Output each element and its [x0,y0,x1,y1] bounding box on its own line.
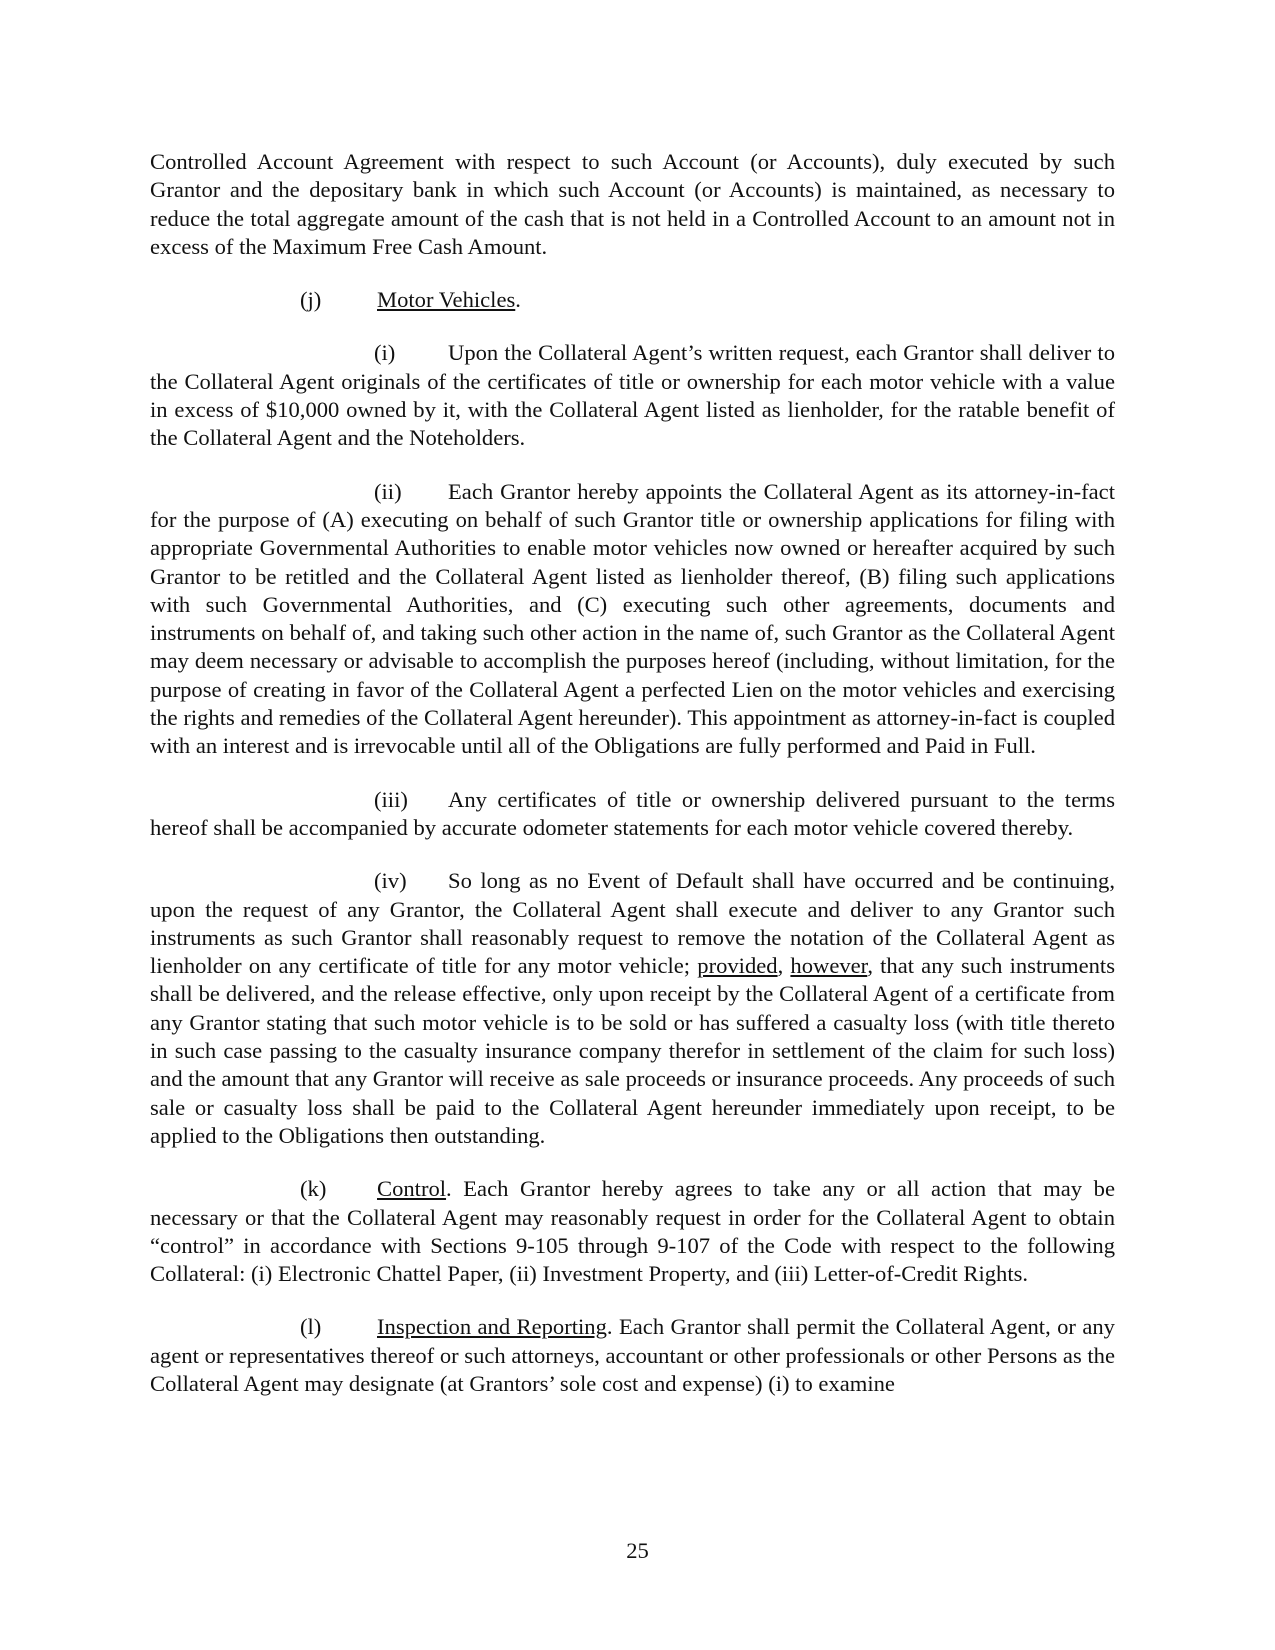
section-l-paragraph [150,1313,1115,1398]
page-number: 25 [626,1538,649,1563]
section-l-title: Inspection and Reporting [377,1314,607,1340]
section-l-text: . Each Grantor shall permit the Collateral Agent, or any agent or representatives thereof or such attorneys, accountant or other professionals or other Persons as the Collateral Agent may designate (at Grantors’ sole cost and expense) (i) to examine [150,1314,1115,1396]
item-iii-text: Any certificates of title or ownership delivered pursuant to the terms hereof shall be accompanied by accurate odometer statements for each motor vehicle covered thereby. [150,786,1115,840]
section-k-paragraph [150,1175,1115,1288]
item-ii-label: (ii) [374,478,402,504]
item-iii-paragraph [150,786,1115,843]
section-l-label: (l) [300,1314,322,1340]
item-ii-paragraph [150,478,1115,761]
section-j-title: Motor Vehicles [377,287,516,313]
item-iv-text-a: So long as no Event of Default shall have occurred and be continuing, upon the request of any Grantor, the Collateral Agent shall execute and deliver to any Grantor such instruments as such Grantor shall reasonably request to remove the notation of the Collateral Agent as lienholder on any certificate of title for any motor vehicle; [150,868,1115,979]
item-iv-paragraph [150,867,1115,1150]
item-iii-label: (iii) [374,786,408,812]
intro-paragraph [150,148,1115,261]
item-i-text: Upon the Collateral Agent’s written request, each Grantor shall deliver to the Collateral Agent originals of the certificates of title or ownership for each motor vehicle with a value in excess of $10,000 owned by it, with the Collateral Agent listed as lienholder, for the ratable benefit of the Collateral Agent and the Noteholders. [150,340,1115,451]
section-k-text: . Each Grantor hereby agrees to take any or all action that may be necessary or that the Collateral Agent may reasonably request in order for the Collateral Agent to obtain “control” in accordance with Sections 9-105 through 9-107 of the Code with respect to the following Collateral: (i) Electronic Chattel Paper, (ii) Investment Property, and (iii) Letter-of-Credit Rights. [150,1176,1115,1287]
item-iv-text-b: , that any such instruments shall be delivered, and the release effective, only upon receipt by the Collateral Agent of a certificate from any Grantor stating that such motor vehicle is to be sold or has suffered a casualty loss (with title thereto in such case passing to the casualty insurance company therefor in settlement of the claim for such loss) and the amount that any Grantor will receive as sale proceeds or insurance proceeds. Any proceeds of such sale or casualty loss shall be paid to the Collateral Agent hereunder immediately upon receipt, to be applied to the Obligations then outstanding. [150,953,1116,1148]
section-k-label: (k) [300,1176,327,1202]
document-page [150,148,1115,1423]
item-ii-text: Each Grantor hereby appoints the Collateral Agent as its attorney-in-fact for the purpose of (A) executing on behalf of such Grantor title or ownership applications for filing with appropriate Governmental Authorities to enable motor vehicles now owned or hereafter acquired by such Grantor to be retitled and the Collateral Agent listed as lienholder thereof, (B) filing such applications with such Governmental Authorities, and (C) executing such other agreements, documents and instruments on behalf of, and taking such other action in the name of, such Grantor as the Collateral Agent may deem necessary or advisable to accomplish the purposes hereof (including, without limitation, for the purpose of creating in favor of the Collateral Agent a perfected Lien on the motor vehicles and exercising the rights and remedies of the Collateral Agent hereunder). This appointment as attorney-in-fact is coupled with an interest and is irrevocable until all of the Obligations are fully performed and Paid in Full. [150,478,1115,759]
section-j-title-end: . [515,287,521,313]
section-j-heading [150,286,1115,314]
section-j-label: (j) [300,287,322,313]
item-iv-provided: provided [697,953,778,979]
item-iv-label: (iv) [374,868,407,894]
item-i-label: (i) [374,340,396,366]
item-i-paragraph [150,339,1115,452]
intro-text: Controlled Account Agreement with respect to such Account (or Accounts), duly executed by such Grantor and the depositary bank in which such Account (or Accounts) is maintained, as necessary to reduce the total aggregate amount of the cash that is not held in a Controlled Account to an amount not in excess of the Maximum Free Cash Amount. [150,149,1115,259]
item-iv-comma: , [777,953,791,979]
section-k-title: Control [377,1176,447,1202]
item-iv-however: however [790,953,868,979]
